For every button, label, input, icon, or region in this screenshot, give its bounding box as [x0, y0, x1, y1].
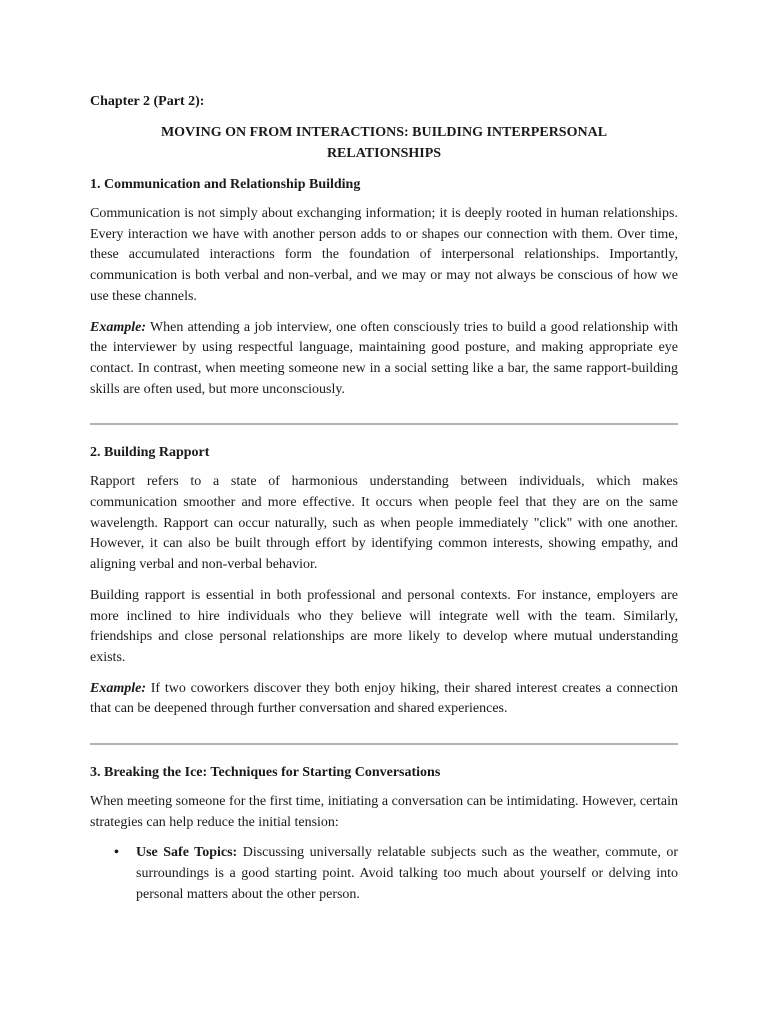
example-paragraph [90, 679, 678, 720]
section-heading: 1. Communication and Relationship Building [90, 177, 361, 192]
section-heading: 2. Building Rapport [90, 445, 210, 461]
paragraph: Communication is not simply about exchanging information; it is deeply rooted in human relationships. Every interaction we have with another person adds to or shapes our connection with them. Over time, these accumulated interactions form the foundation of interpersonal relationships. Importantly, communication is both verbal and non-verbal, and we may or may not always be conscious of how we use these channels. [90, 206, 678, 304]
section-breaking-ice [90, 762, 678, 906]
chapter-title: MOVING ON FROM INTERACTIONS: BUILDING INTERPERSONAL RELATIONSHIPS [160, 125, 608, 161]
chapter-label: Chapter 2 (Part 2): [90, 94, 205, 109]
paragraph: Building rapport is essential in both professional and personal contexts. For instance, employers are more inclined to hire individuals who they believe will integrate well with the team. Similarly, friendships and close personal relationships are more likely to develop where mutual understanding exists. [90, 587, 678, 665]
section-rapport [90, 442, 678, 720]
example-label: Example: [90, 319, 146, 335]
example-text: If two coworkers discover they both enjoy hiking, their shared interest creates a connection that can be deepened through further conversation and shared experiences. [90, 680, 678, 717]
document-page [90, 92, 678, 906]
example-text: When attending a job interview, one often consciously tries to build a good relationship with the interviewer by using respectful language, maintaining good posture, and making appropriate eye contact. In contrast, when meeting someone new in a social setting like a bar, the same rapport-building skills are often used, but more unconsciously. [90, 319, 678, 397]
list-item-label: Use Safe Topics: [136, 845, 238, 861]
bullet-list [90, 843, 678, 905]
bullet-icon: • [114, 845, 119, 861]
section-heading: 3. Breaking the Ice: Techniques for Starting Conversations [90, 765, 441, 781]
paragraph: When meeting someone for the first time, initiating a conversation can be intimidating. However, certain strategies can help reduce the initial tension: [90, 794, 678, 830]
section-communication [90, 174, 678, 400]
example-label: Example: [90, 680, 146, 696]
example-paragraph [90, 318, 678, 401]
list-item-text: Discussing universally relatable subjects such as the weather, commute, or surroundings is a good starting point. Avoid talking too much about yourself or delving into personal matters about the other person. [136, 845, 679, 902]
section-divider [90, 423, 678, 425]
paragraph: Rapport refers to a state of harmonious understanding between individuals, which makes communication smoother and more effective. It occurs when people feel that they are on the same wavelength. Rapport can occur naturally, such as when people immediately "click" with one another. However, it can also be built through effort by identifying common interests, showing empathy, and aligning verbal and non-verbal behavior. [90, 474, 678, 573]
list-item [114, 843, 679, 905]
section-divider [90, 743, 678, 745]
